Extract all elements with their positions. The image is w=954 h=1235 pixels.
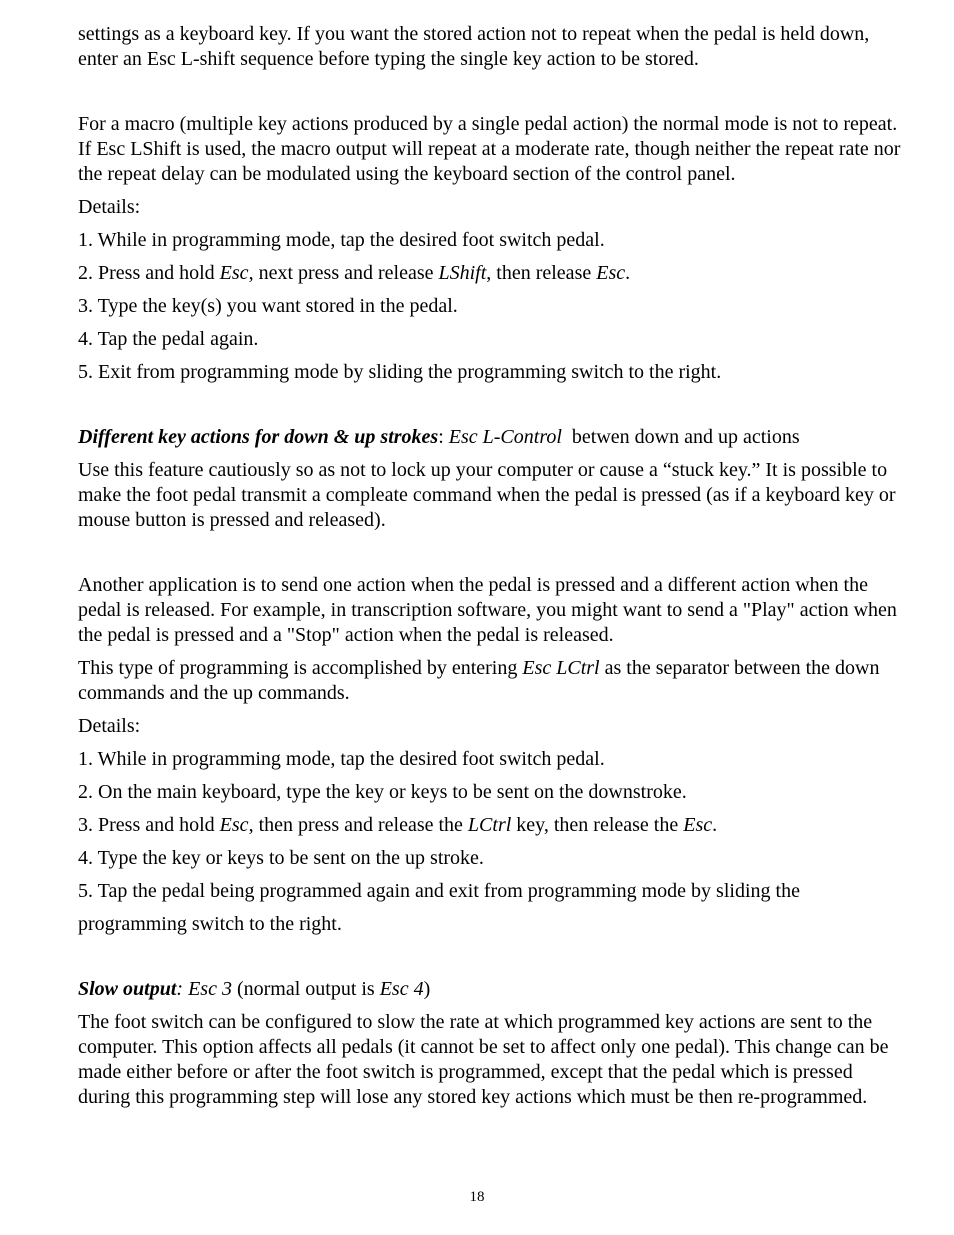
key-name-esc: Esc	[219, 814, 249, 836]
paragraph-play-stop-example: Another application is to send one action when the pedal is pressed and a different action when the pedal is released. For example, in transcription software, you might want to send a "Play" action when the pedal is pressed and a "Stop" action when the pedal is released.	[78, 574, 897, 646]
downup-step-4: 4. Type the key or keys to be sent on the up stroke.	[78, 847, 484, 869]
paragraph-slow-output: The foot switch can be configured to slow the rate at which programmed key actions are sent to the computer. This option affects all pedals (it cannot be set to affect only one pedal). This change can be made either before or after the foot switch is programmed, except that the pedal which is pressed during this programming step will lose any stored key actions which must be then re-programmed.	[78, 1011, 889, 1108]
text-run: betwen down and up actions	[561, 426, 800, 448]
command-esc-4: Esc 4	[379, 978, 424, 1000]
section-title: Slow output	[78, 978, 177, 1000]
text-run: :	[438, 426, 449, 448]
text-run: .	[712, 814, 718, 836]
section-heading-down-up	[78, 425, 908, 450]
macro-step-1: 1. While in programming mode, tap the desired foot switch pedal.	[78, 229, 605, 251]
section-title: Different key actions for down & up strokes	[78, 426, 439, 448]
macro-step-2	[78, 261, 908, 286]
text-run: , then release	[486, 262, 597, 284]
downup-step-5: 5. Tap the pedal being programmed again and exit from programming mode by sliding the	[78, 880, 800, 902]
page-number: 18	[469, 1189, 485, 1205]
text-run: )	[423, 978, 431, 1000]
paragraph-macro-repeat: For a macro (multiple key actions produced by a single pedal action) the normal mode is not to repeat. If Esc LShift is used, the macro output will repeat at a moderate rate, though neither the repeat rate nor the repeat delay can be modulated using the keyboard section of the control panel.	[78, 113, 901, 185]
section-heading-slow-output	[78, 977, 908, 1002]
details-label: Details:	[78, 196, 141, 218]
downup-step-3	[78, 813, 908, 838]
paragraph-separator-info	[78, 656, 908, 706]
command-esc-3: Esc 3	[188, 978, 232, 1000]
text-run: , next press and release	[248, 262, 439, 284]
key-name-lshift: LShift	[438, 262, 487, 284]
key-name-lctrl: LCtrl	[467, 814, 512, 836]
command-esc-lcontrol: Esc L-Control	[448, 426, 562, 448]
command-esc-lctrl: Esc LCtrl	[522, 657, 600, 679]
text-run: 3. Press and hold	[78, 814, 220, 836]
paragraph-single-key-repeat: settings as a keyboard key. If you want the stored action not to repeat when the pedal is held down, enter an Esc L-shift sequence before typing the single key action to be stored.	[78, 23, 870, 70]
key-name-esc: Esc	[219, 262, 249, 284]
paragraph-stuck-key-warning: Use this feature cautiously so as not to lock up your computer or cause a “stuck key.” It is possible to make the foot pedal transmit a compleate command when the pedal is pressed (as if a keyboard key or mouse button is pressed and released).	[78, 459, 896, 531]
details-label: Details:	[78, 715, 141, 737]
downup-step-2: 2. On the main keyboard, type the key or keys to be sent on the downstroke.	[78, 781, 687, 803]
key-name-esc: Esc	[683, 814, 713, 836]
text-run: as the separator between the down commands and the up commands.	[78, 657, 880, 704]
text-run: This type of programming is accomplished by entering	[78, 657, 523, 679]
text-run: key, then release the	[511, 814, 684, 836]
document-page	[78, 22, 908, 1110]
text-run: 2. Press and hold	[78, 262, 220, 284]
downup-step-5-continued: programming switch to the right.	[78, 913, 342, 935]
downup-step-1: 1. While in programming mode, tap the desired foot switch pedal.	[78, 748, 605, 770]
text-run: , then press and release the	[248, 814, 468, 836]
macro-step-5: 5. Exit from programming mode by sliding the programming switch to the right.	[78, 361, 722, 383]
macro-step-4: 4. Tap the pedal again.	[78, 328, 259, 350]
text-run: .	[625, 262, 631, 284]
key-name-esc: Esc	[596, 262, 626, 284]
text-run: :	[176, 978, 189, 1000]
text-run: (normal output is	[231, 978, 380, 1000]
macro-step-3: 3. Type the key(s) you want stored in the pedal.	[78, 295, 458, 317]
